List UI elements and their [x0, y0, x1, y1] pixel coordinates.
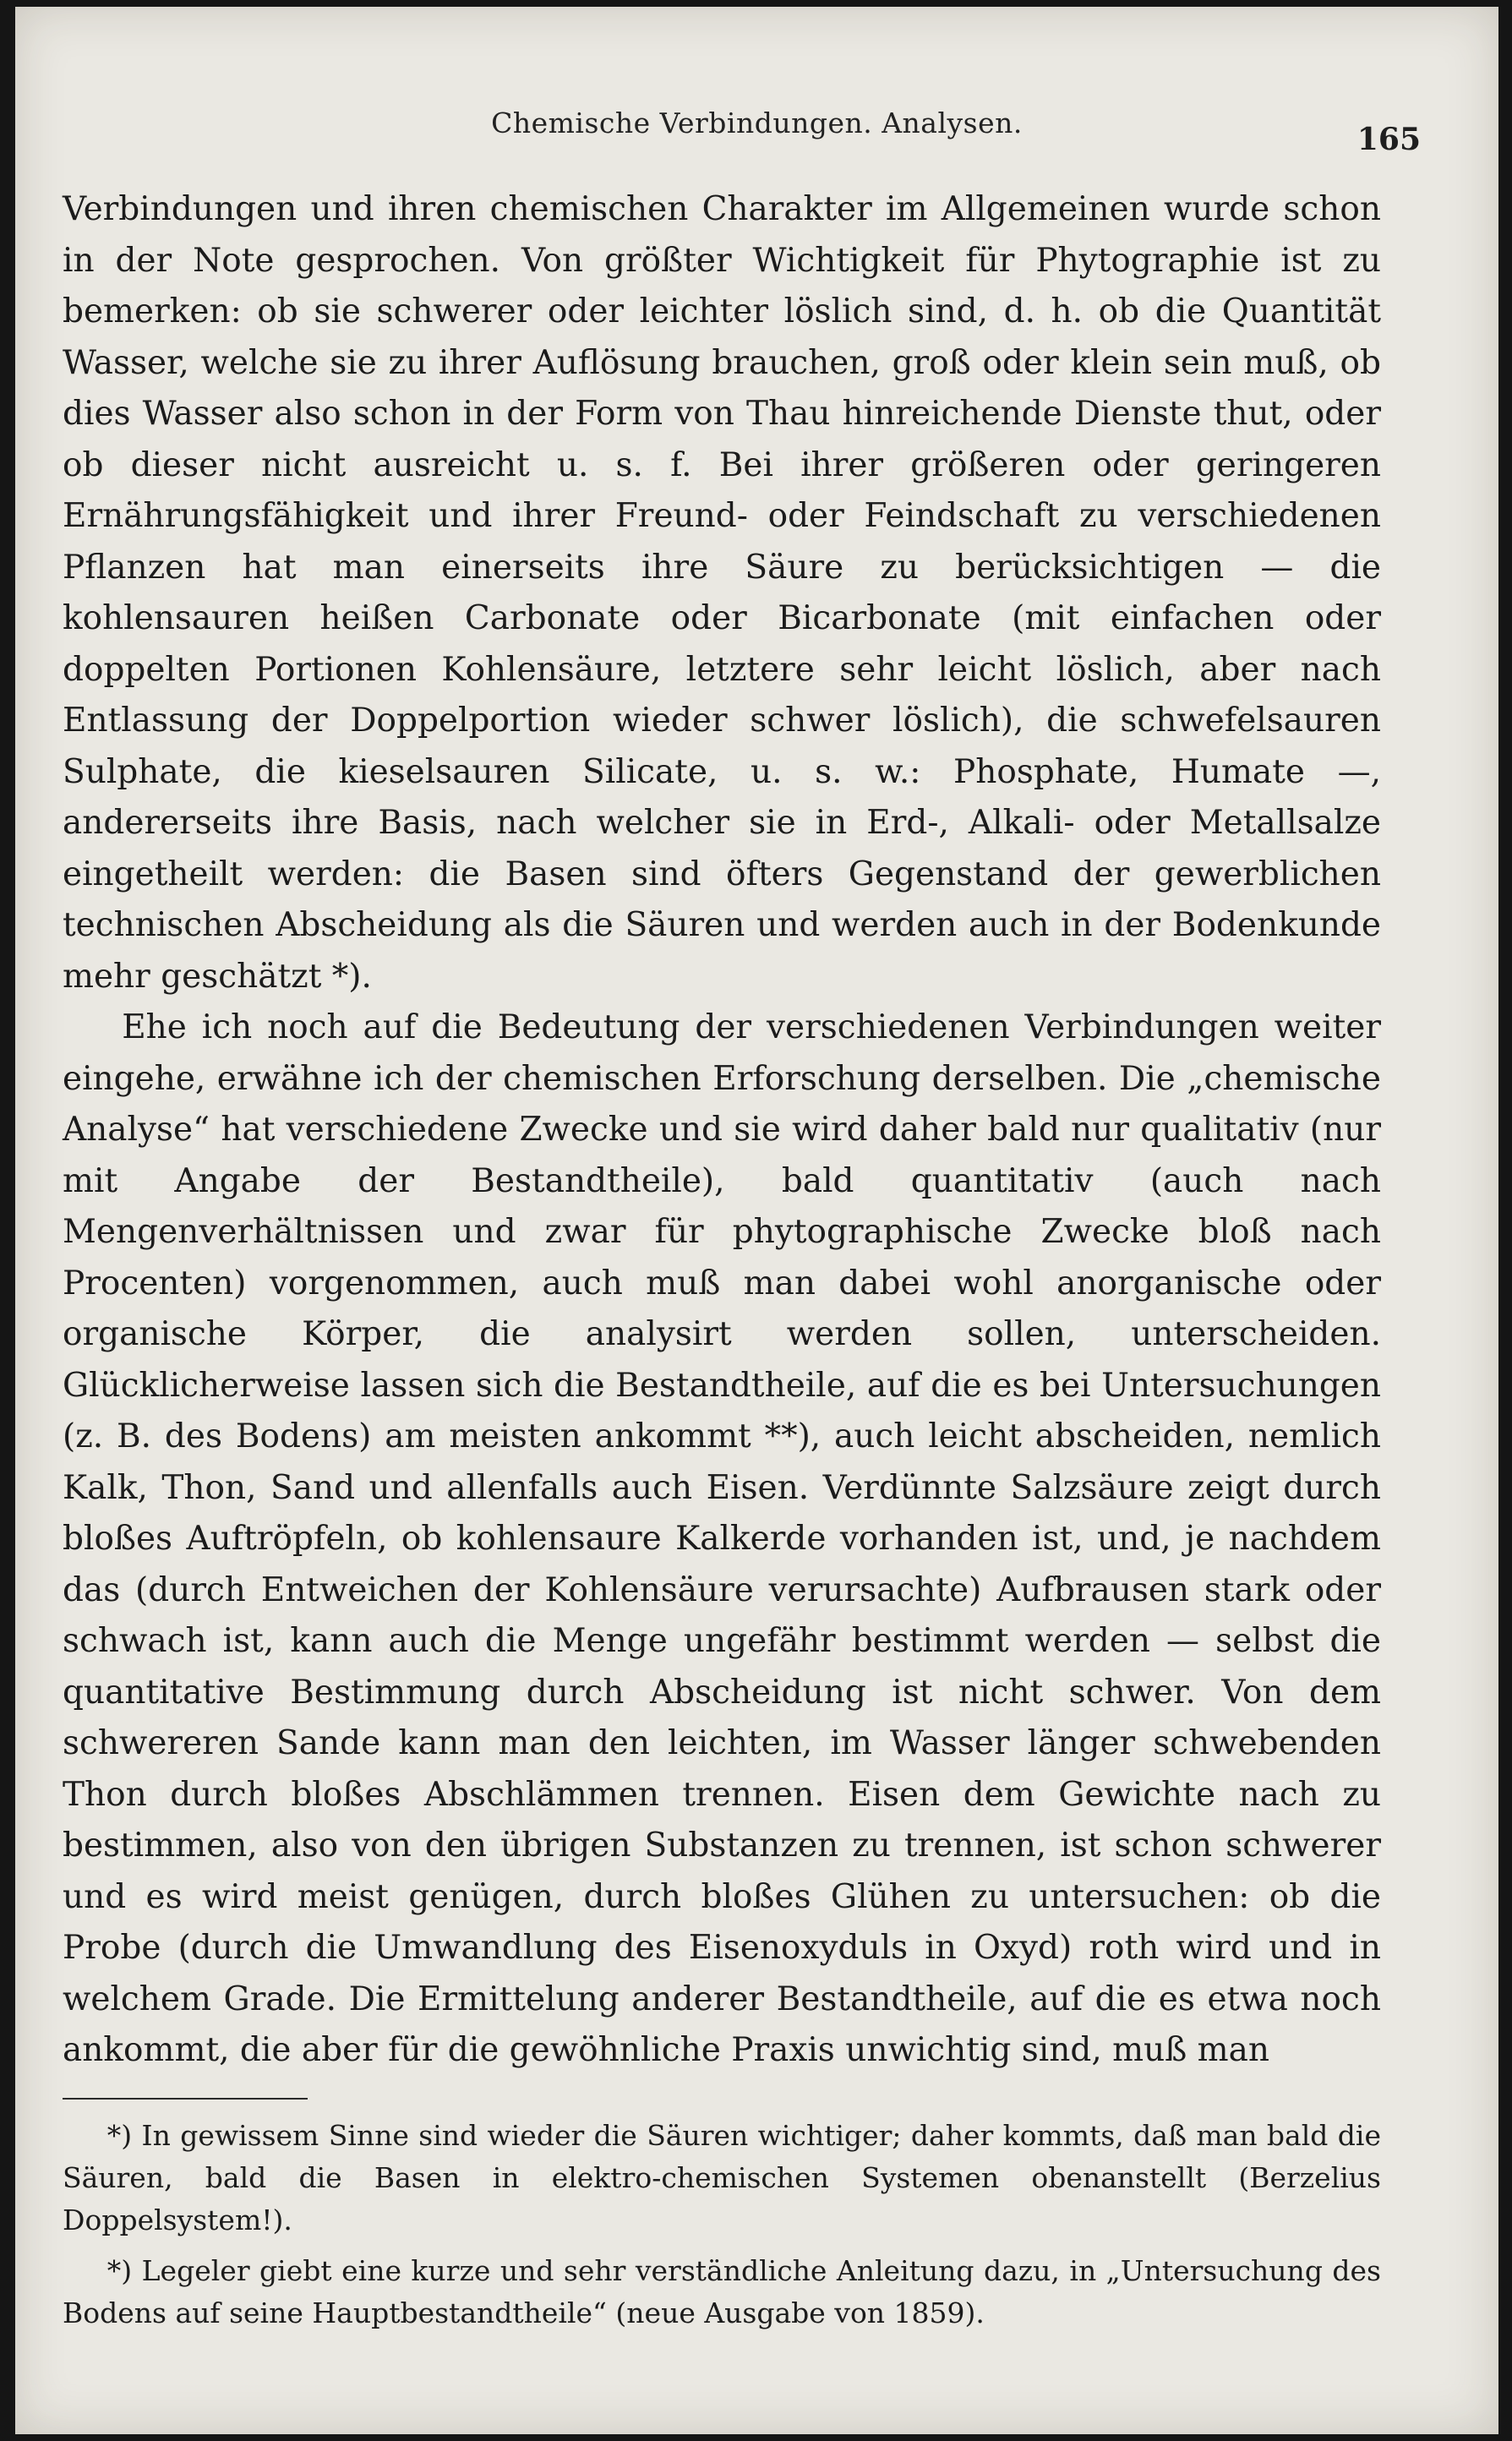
footnote: *) In gewissem Sinne sind wieder die Säuren wichtiger; daher kommts, daß man bald die Säuren, bald die Basen in elektro-chemischen Systemen obenanstellt (Berzelius Doppelsystem!). — [63, 2119, 1381, 2236]
footnotes — [63, 2115, 1381, 2343]
paragraph: Verbindungen und ihren chemischen Charakter im Allgemeinen wurde schon in der Note gesprochen. Von größter Wichtigkeit für Phytographie ist zu bemerken: ob sie schwerer oder leichter löslich sind, d. h. ob die Quantität Wasser, welche sie zu ihrer Auflösung brauchen, groß oder klein sein muß, ob dies Wasser also schon in der Form von Thau hinreichende Dienste thut, oder ob dieser nicht ausreicht u. s. f. Bei ihrer größeren oder geringeren Ernährungsfähigkeit und ihrer Freund- oder Feindschaft zu verschiedenen Pflanzen hat man einerseits ihre Säure zu berücksichtigen — die kohlensauren heißen Carbonate oder Bicarbonate (mit einfachen oder doppelten Portionen Kohlensäure, letztere sehr leicht löslich, aber nach Entlassung der Doppelportion wieder schwer löslich), die schwefelsauren Sulphate, die kieselsauren Silicate, u. s. w.: Phosphate, Humate —, andererseits ihre Basis, nach welcher sie in Erd-, Alkali- oder Metallsalze eingetheilt werden: die Basen sind öfters Gegenstand der gewerblichen technischen Abscheidung als die Säuren und werden auch in der Bodenkunde mehr geschätzt *). — [63, 190, 1381, 996]
footnote: *) Legeler giebt eine kurze und sehr verständliche Anleitung dazu, in „Untersuchung des Bodens auf seine Hauptbestandtheile“ (neue Ausgabe von 1859). — [63, 2254, 1381, 2329]
page-header — [15, 106, 1498, 174]
running-head: Chemische Verbindungen. Analysen. — [491, 106, 1023, 139]
book-page — [15, 7, 1498, 2434]
page-number: 165 — [1356, 122, 1421, 157]
body-text — [63, 184, 1381, 2077]
paragraph: Ehe ich noch auf die Bedeutung der verschiedenen Verbindungen weiter eingehe, erwähne ich der chemischen Erforschung derselben. Die „chemische Analyse“ hat verschiedene Zwecke und sie wird daher bald nur qualitativ (nur mit Angabe der Bestandtheile), bald quantitativ (auch nach Mengenverhältnissen und zwar für phytographische Zwecke bloß nach Procenten) vorgenommen, auch muß man dabei wohl anorganische oder organische Körper, die analysirt werden sollen, unterscheiden. Glücklicherweise lassen sich die Bestandtheile, auf die es bei Untersuchungen (z. B. des Bodens) am meisten ankommt **), auch leicht abscheiden, nemlich Kalk, Thon, Sand und allenfalls auch Eisen. Verdünnte Salzsäure zeigt durch bloßes Auftröpfeln, ob kohlensaure Kalkerde vorhanden ist, und, je nachdem das (durch Entweichen der Kohlensäure verursachte) Aufbrausen stark oder schwach ist, kann auch die Menge ungefähr bestimmt werden — selbst die quantitative Bestimmung durch Abscheidung ist nicht schwer. Von dem schwereren Sande kann man den leichten, im Wasser länger schwebenden Thon durch bloßes Abschlämmen trennen. Eisen dem Gewichte nach zu bestimmen, also von den übrigen Substanzen zu trennen, ist schon schwerer und es wird meist genügen, durch bloßes Glühen zu untersuchen: ob die Probe (durch die Umwandlung des Eisenoxyduls in Oxyd) roth wird und in welchem Grade. Die Ermittelung anderer Bestandtheile, auf die es etwa noch ankommt, die aber für die gewöhnliche Praxis unwichtig sind, muß man — [63, 1008, 1381, 2069]
footnote-divider — [63, 2098, 308, 2100]
